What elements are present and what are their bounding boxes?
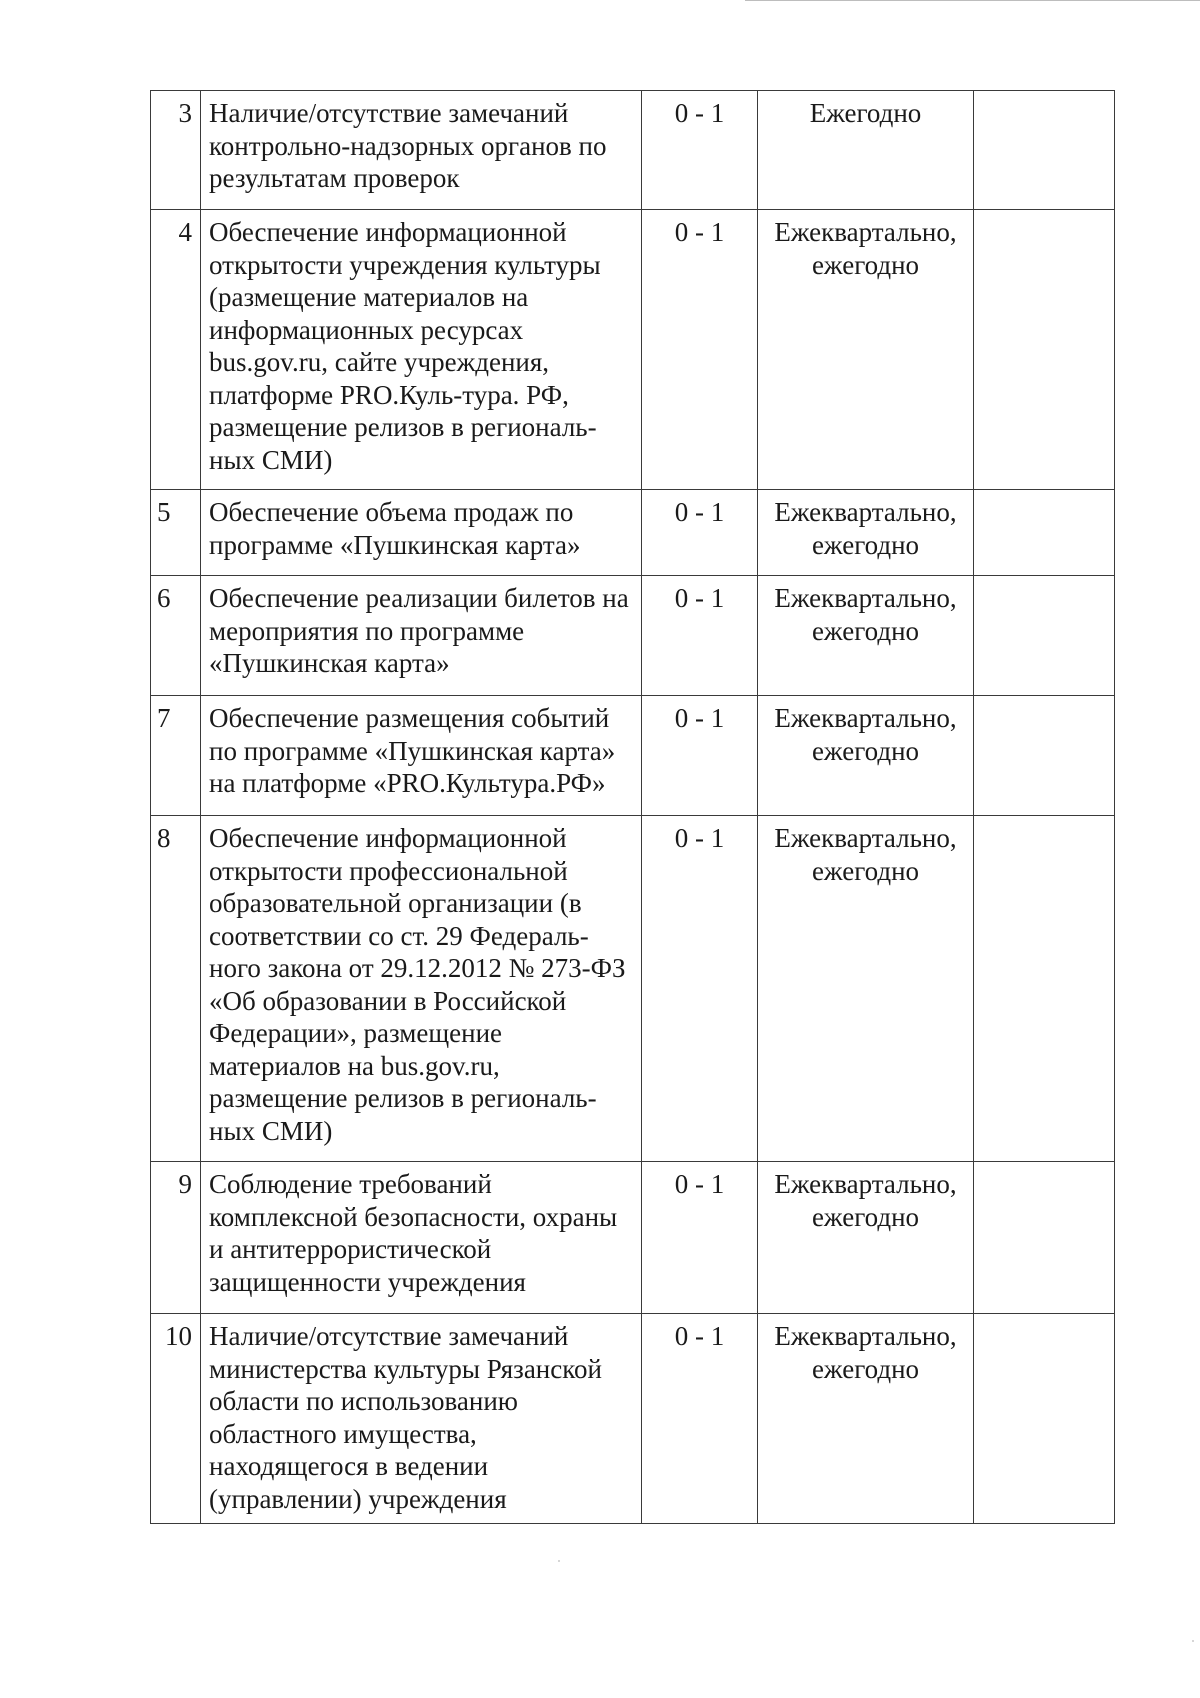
frequency: Ежеквартально, ежегодно bbox=[758, 1314, 974, 1524]
frequency: Ежегодно bbox=[758, 91, 974, 210]
table-row bbox=[151, 490, 1115, 576]
score-range: 0 - 1 bbox=[642, 696, 758, 816]
row-number: 10 bbox=[151, 1314, 201, 1524]
frequency: Ежеквартально, ежегодно bbox=[758, 1162, 974, 1314]
score-range: 0 - 1 bbox=[642, 490, 758, 576]
frequency: Ежеквартально, ежегодно bbox=[758, 490, 974, 576]
score-range: 0 - 1 bbox=[642, 816, 758, 1162]
empty-cell bbox=[974, 1162, 1115, 1314]
row-number: 8 bbox=[151, 816, 201, 1162]
criterion-text: Соблюдение требований комплексной безопасности, охраны и антитеррористической защищенности учреждения bbox=[201, 1162, 642, 1314]
score-range: 0 - 1 bbox=[642, 576, 758, 696]
empty-cell bbox=[974, 210, 1115, 490]
frequency: Ежеквартально, ежегодно bbox=[758, 210, 974, 490]
row-number: 4 bbox=[151, 210, 201, 490]
row-number: 9 bbox=[151, 1162, 201, 1314]
empty-cell bbox=[974, 816, 1115, 1162]
score-range: 0 - 1 bbox=[642, 1314, 758, 1524]
table-row bbox=[151, 816, 1115, 1162]
row-number: 5 bbox=[151, 490, 201, 576]
criterion-text: Обеспечение объема продаж по программе «Пушкинская карта» bbox=[201, 490, 642, 576]
empty-cell bbox=[974, 91, 1115, 210]
frequency: Ежеквартально, ежегодно bbox=[758, 816, 974, 1162]
table-row bbox=[151, 1314, 1115, 1524]
row-number: 7 bbox=[151, 696, 201, 816]
criterion-text: Обеспечение размещения событий по программе «Пушкинская карта» на платформе «PRO.Культура.РФ» bbox=[201, 696, 642, 816]
criterion-text: Наличие/отсутствие замечаний контрольно-надзорных органов по результатам проверок bbox=[201, 91, 642, 210]
score-range: 0 - 1 bbox=[642, 210, 758, 490]
empty-cell bbox=[974, 576, 1115, 696]
table-row bbox=[151, 576, 1115, 696]
empty-cell bbox=[974, 490, 1115, 576]
table-row bbox=[151, 91, 1115, 210]
empty-cell bbox=[974, 1314, 1115, 1524]
scan-speck bbox=[1192, 1640, 1194, 1642]
criteria-table bbox=[150, 90, 1115, 1524]
criterion-text: Обеспечение информационной открытости профессиональной образовательной организации (в соответствии со ст. 29 Федераль-ного закона от 29.12.2012 № 273-ФЗ «Об образовании в Российской Федерации», размещение материалов на bus.gov.ru, размещение релизов в региональ-ных СМИ) bbox=[201, 816, 642, 1162]
empty-cell bbox=[974, 696, 1115, 816]
row-number: 6 bbox=[151, 576, 201, 696]
scan-edge-line bbox=[745, 0, 1200, 4]
table-row bbox=[151, 696, 1115, 816]
score-range: 0 - 1 bbox=[642, 1162, 758, 1314]
score-range: 0 - 1 bbox=[642, 91, 758, 210]
frequency: Ежеквартально, ежегодно bbox=[758, 696, 974, 816]
criterion-text: Обеспечение реализации билетов на мероприятия по программе «Пушкинская карта» bbox=[201, 576, 642, 696]
row-number: 3 bbox=[151, 91, 201, 210]
criterion-text: Обеспечение информационной открытости учреждения культуры (размещение материалов на информационных ресурсах bus.gov.ru, сайте учреждения, платформе PRO.Куль-тура. РФ, размещение релизов в региональ-ных СМИ) bbox=[201, 210, 642, 490]
table-row bbox=[151, 1162, 1115, 1314]
criterion-text: Наличие/отсутствие замечаний министерства культуры Рязанской области по использованию областного имущества, находящегося в ведении (управлении) учреждения bbox=[201, 1314, 642, 1524]
table-row bbox=[151, 210, 1115, 490]
scan-speck bbox=[558, 1560, 560, 1562]
frequency: Ежеквартально, ежегодно bbox=[758, 576, 974, 696]
